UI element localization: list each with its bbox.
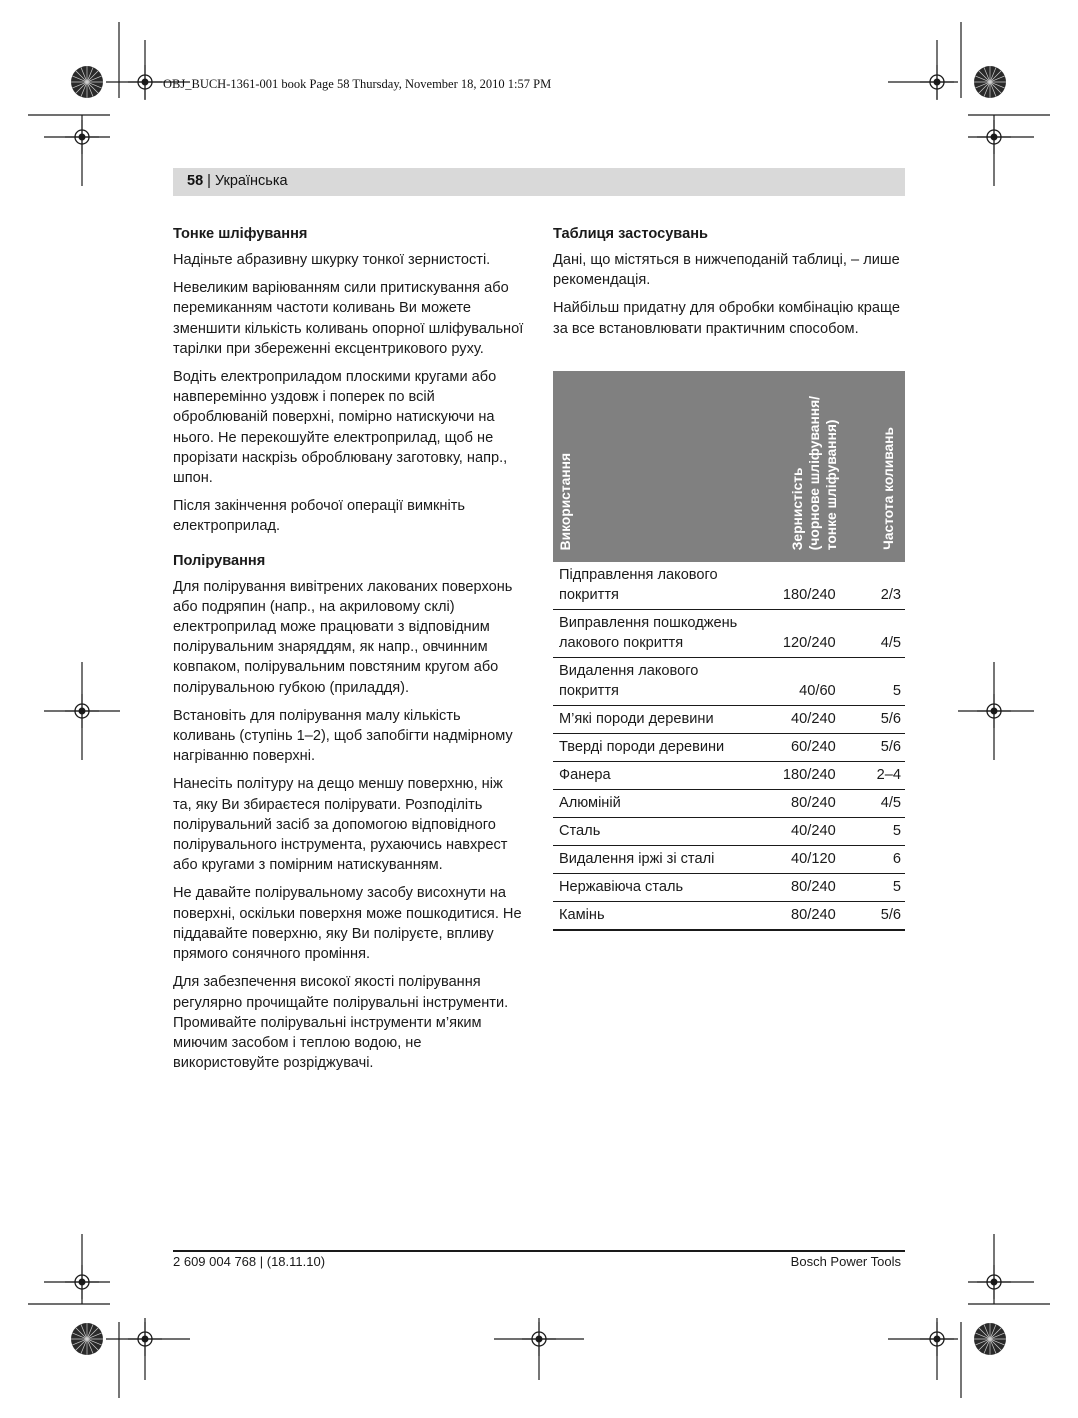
grit-cell: 80/240 xyxy=(759,902,840,931)
fine-sanding-paragraph: Водіть електроприладом плоскими кругами або навперемінно уздовж і поперек по всій оброблюваній поверхні, помірно натискуючи на нього. Не перекошуйте електроприлад, щоб не прорізати наскрізь оброблювану заготовку, напр., шпон. xyxy=(173,369,508,487)
polishing-paragraph: Не давайте полірувальному засобу висохнути на поверхні, оскільки поверхня може пошкодитися. Не піддавайте поверхню, яку Ви поліруєте, впливу прямого сонячного проміння. xyxy=(173,885,522,963)
usage-header-label: Використання xyxy=(558,452,573,550)
polishing-heading: Полірування xyxy=(173,552,266,569)
usage-cell: М’які породи деревини xyxy=(553,706,759,734)
grit-header-line: (чорнове шліфування/ xyxy=(806,395,822,550)
grit-cell: 40/240 xyxy=(759,818,840,846)
frequency-cell: 6 xyxy=(840,846,905,874)
grit-cell: 80/240 xyxy=(759,874,840,902)
table-row xyxy=(553,706,905,734)
frequency-column-header xyxy=(840,371,905,562)
usage-cell: Виправлення пошкоджень лакового покриття xyxy=(553,610,759,658)
table-row xyxy=(553,562,905,610)
table-row xyxy=(553,790,905,818)
table-row xyxy=(553,846,905,874)
page-header xyxy=(173,168,905,196)
polishing-paragraph: Встановіть для полірування малу кількість коливань (ступінь 1–2), щоб запобігти надмірному нагріванню поверхні. xyxy=(173,707,513,765)
table-row xyxy=(553,902,905,931)
print-slug: OBJ_BUCH-1361-001 book Page 58 Thursday, November 18, 2010 1:57 PM xyxy=(163,77,552,91)
fine-sanding-paragraph: Після закінчення робочої операції вимкніть електроприлад. xyxy=(173,498,465,535)
left-column xyxy=(173,224,525,1081)
usage-cell: Сталь xyxy=(553,818,759,846)
grit-cell: 180/240 xyxy=(759,762,840,790)
starburst-mark-icon xyxy=(71,66,103,98)
fine-sanding-paragraph: Надіньте абразивну шкурку тонкої зернистості. xyxy=(173,252,491,268)
usage-cell: Камінь xyxy=(553,902,759,931)
polishing-paragraph: Для забезпечення високої якості полірування регулярно прочищайте полірувальні інструменти. Промивайте полірувальні інструменти м’яким миючим засобом і теплою водою, не використовуйте розріджувачі. xyxy=(173,974,509,1072)
table-row xyxy=(553,818,905,846)
grit-cell: 40/240 xyxy=(759,706,840,734)
usage-cell: Фанера xyxy=(553,762,759,790)
grit-cell: 120/240 xyxy=(759,610,840,658)
starburst-mark-icon xyxy=(974,1323,1006,1355)
frequency-cell: 5/6 xyxy=(840,902,905,931)
table-row xyxy=(553,762,905,790)
usage-cell: Нержавіюча сталь xyxy=(553,874,759,902)
polishing-paragraph: Нанесіть політуру на дещо меншу поверхню, ніж та, яку Ви збираєтеся полірувати. Розподіліть полірувальний засіб за допомогою відповідного полірувального інструмента, рухаючись навхрест або кругами з помірним натискуванням. xyxy=(173,776,508,874)
application-table-heading: Таблиця застосувань xyxy=(553,226,708,242)
frequency-cell: 5 xyxy=(840,818,905,846)
table-row xyxy=(553,874,905,902)
fine-sanding-paragraph: Невеликим варіюванням сили притискування або перемиканням частоти коливань Ви можете зменшити кількість коливань опорної шліфувальної тарілки при збереженні ексцентрикового руху. xyxy=(173,280,524,357)
grit-header-line: Зернистість xyxy=(789,467,805,550)
grit-header-line: тонке шліфування) xyxy=(823,419,839,550)
frequency-cell: 2/3 xyxy=(840,562,905,610)
starburst-mark-icon xyxy=(974,66,1006,98)
header-separator: | xyxy=(203,173,215,189)
table-row xyxy=(553,658,905,706)
usage-cell: Підправлення лакового покриття xyxy=(553,562,759,610)
frequency-cell: 5 xyxy=(840,874,905,902)
grit-column-header xyxy=(759,371,840,562)
table-header-row xyxy=(553,371,905,562)
header-text xyxy=(187,173,288,189)
grit-cell: 80/240 xyxy=(759,790,840,818)
usage-cell: Тверді породи деревини xyxy=(553,734,759,762)
right-column xyxy=(553,224,905,347)
footer-document-number: 2 609 004 768 | (18.11.10) xyxy=(173,1254,326,1269)
header-language: Українська xyxy=(214,173,288,189)
grit-cell: 180/240 xyxy=(759,562,840,610)
grit-header-label xyxy=(789,390,840,556)
polishing-paragraph: Для полірування вивітрених лакованих поверхонь або подряпин (напр., на акриловому склі) електроприлад може працювати з відповідним полірувальним знаряддям, як напр., овчинним ковпаком, полірувальним повстяним кругом або полірувальною губкою (приладдя). xyxy=(173,578,513,696)
page-number: 58 xyxy=(187,173,204,189)
table-intro-paragraph: Найбільш придатну для обробки комбінацію краще за все встановлювати практичним способом. xyxy=(553,300,901,337)
usage-cell: Видалення іржі зі сталі xyxy=(553,846,759,874)
starburst-mark-icon xyxy=(71,1323,103,1355)
frequency-cell: 5/6 xyxy=(840,706,905,734)
grit-cell: 40/120 xyxy=(759,846,840,874)
footer-rule xyxy=(173,1250,905,1252)
usage-column-header xyxy=(553,371,759,562)
fine-sanding-heading: Тонке шліфування xyxy=(173,226,308,242)
frequency-cell: 2–4 xyxy=(840,762,905,790)
usage-cell: Алюміній xyxy=(553,790,759,818)
grit-cell: 40/60 xyxy=(759,658,840,706)
application-table xyxy=(553,371,905,931)
table-row xyxy=(553,610,905,658)
frequency-cell: 5 xyxy=(840,658,905,706)
frequency-header-label: Частота коливань xyxy=(881,427,896,550)
table-intro-paragraph: Дані, що містяться в нижчеподаній таблиці, – лише рекомендація. xyxy=(553,252,900,289)
frequency-cell: 4/5 xyxy=(840,790,905,818)
frequency-cell: 4/5 xyxy=(840,610,905,658)
frequency-cell: 5/6 xyxy=(840,734,905,762)
grit-cell: 60/240 xyxy=(759,734,840,762)
table-row xyxy=(553,734,905,762)
footer-brand: Bosch Power Tools xyxy=(790,1254,901,1269)
usage-cell: Видалення лакового покриття xyxy=(553,658,759,706)
